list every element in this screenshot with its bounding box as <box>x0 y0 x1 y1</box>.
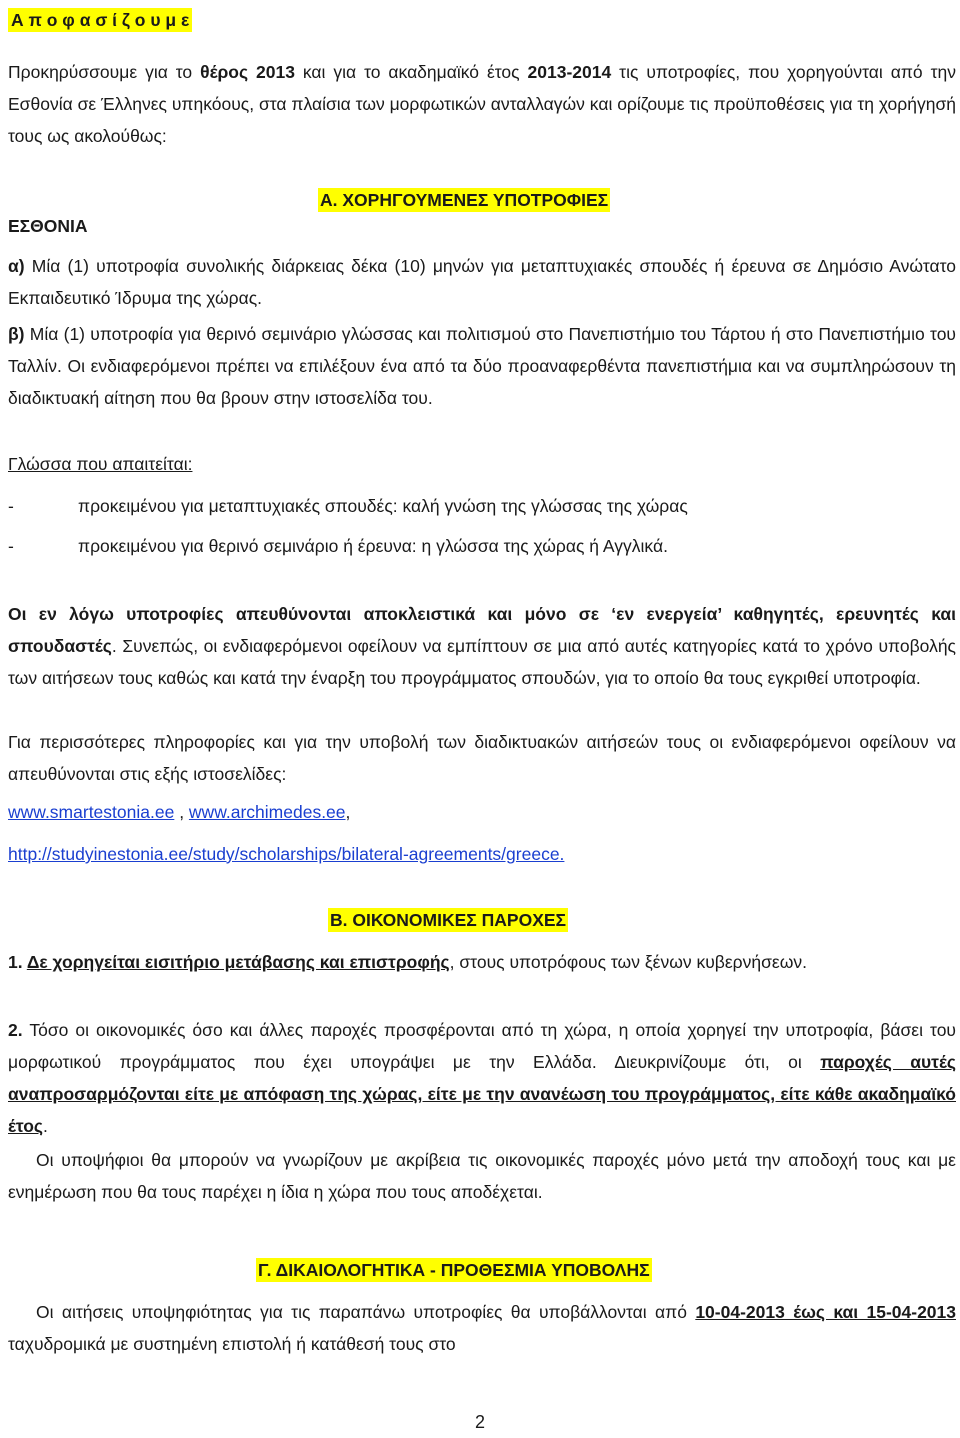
section-b-title-line <box>328 904 728 936</box>
link-studyinestonia[interactable]: http://studyinestonia.ee/study/scholarships/bilateral-agreements/greece. <box>8 844 565 864</box>
intro-paragraph: Προκηρύσσουμε για το θέρος 2013 και για το ακαδημαϊκό έτος 2013-2014 τις υποτροφίες, που χορηγούνται από την Εσθονία σε Έλληνες υπηκόους, στα πλαίσια των μορφωτικών ανταλλαγών και ορίζουμε τις προϋποθέσεις για τη χορήγησή τους ως ακολούθως: <box>8 62 956 146</box>
benefit-2-paragraph: 2. Τόσο οι οικονομικές όσο και άλλες παροχές προσφέρονται από τη χώρα, η οποία χορηγεί την υποτροφία, βάσει του μορφωτικού προγράμματος που έχει υπογράψει με την Ελλάδα. Διευκρινίζουμε ότι, οι παροχές αυτές αναπροσαρμόζονται είτε με απόφαση της χώρας, είτε με την ανανέωση του προγράμματος, είτε κάθε ακαδημαϊκό έτος. <box>8 1020 956 1136</box>
decision-heading-line <box>8 4 956 36</box>
language-heading-line <box>8 448 956 480</box>
deadline-paragraph: Οι αιτήσεις υποψηφιότητας για τις παραπάνω υποτροφίες θα υποβάλλονται από 10-04-2013 έως και 15-04-2013 ταχυδρομικά με συστημένη επιστολή ή κατάθεσή τους στο <box>8 1302 956 1354</box>
page-number: 2 <box>474 1412 485 1432</box>
country-label: ΕΣΘΟΝΙΑ <box>8 216 88 236</box>
links-line-1: www.smartestonia.ee , www.archimedes.ee, <box>8 802 351 822</box>
item-a-paragraph: α) Μία (1) υποτροφία συνολικής διάρκειας δέκα (10) μηνών για μεταπτυχιακές σπουδές ή έρευνα σε Δημόσιο Ανώτατο Εκπαιδευτικό Ίδρυμα της χώρας. <box>8 256 956 308</box>
benefit-3-paragraph: Οι υποψήφιοι θα μπορούν να γνωρίζουν με ακρίβεια τις οικονομικές παροχές μόνο μετά την αποδοχή τους και με ενημέρωση που θα τους παρέχει η ίδια η χώρα που τους αποδέχεται. <box>8 1150 956 1202</box>
document-page: Α π ο φ α σ ί ζ ο υ μ ε Προκηρύσσουμε για το θέρος 2013 και για το ακαδημαϊκό έτος 2013-2014 τις υποτροφίες, που χορηγούνται από την Εσθονία σε Έλληνες υπηκόους, στα πλαίσια των μορφωτικών ανταλλαγών και ορίζουμε τις προϋποθέσεις για τη χορήγησή τους ως ακολούθως: Α. ΧΟΡΗΓΟΥΜΕΝΕΣ ΥΠΟΤΡΟΦΙΕΣ ΕΣΘΟΝΙΑ α) Μία (1) υποτροφία συνολικής διάρκειας δέκα (10) μηνών για μεταπτυχιακές σπουδές ή έρευνα σε Δημόσιο Ανώτατο Εκπαιδευτικό Ίδρυμα της χώρας. β) Μία (1) υποτροφία για θερινό σεμινάριο γλώσσας και πολιτισμού στο Πανεπιστήμιο του Τάρτου ή στο Πανεπιστήμιο του Ταλλίν. Οι ενδιαφερόμενοι πρέπει να επιλέξουν ένα από τα δύο προαναφερθέντα πανεπιστήμια και να συμπληρώσουν τη διαδικτυακή αίτηση που θα βρουν στην ιστοσελίδα του. Γλώσσα που απαιτείται: - προκειμένου για μεταπτυχιακές σπουδές: καλή γνώση της γλώσσας της χώρας - προκειμένου για θερινό σεμινάριο ή έρευνα: η γλώσσα της χώρας ή Αγγλικά. Οι εν λόγω υποτροφίες απευθύνονται αποκλειστικά και μόνο σε ‘εν ενεργεία’ καθηγητές, ερευνητές και σπουδαστές. Συνεπώς, οι ενδιαφερόμενοι οφείλουν να εμπίπτουν σε μια από αυτές κατηγορίες κατά το χρόνο υποβολής των αιτήσεων τους καθώς και κατά την έναρξη του προγράμματος σπουδών, για το οποίο θα τους εγκριθεί υποτροφία. Για περισσότερες πληροφορίες και για την υποβολή των διαδικτυακών αιτήσεών τους οι ενδιαφερόμενοι οφείλουν να απευθύνονται στις εξής ιστοσελίδες: www.smartestonia.ee , www.archimedes.ee, http://studyinestonia.ee/study/scholarships/bilateral-agreements/greece. Β. ΟΙΚΟΝΟΜΙΚΕΣ ΠΑΡΟΧΕΣ 1. Δε χορηγείται εισιτήριο μετάβασης και επιστροφής, στους υποτρόφους των ξένων κυβερνήσεων. 2. Τόσο οι οικονομικές όσο και άλλες παροχές προσφέρονται από τη χώρα, η οποία χορηγεί την υποτροφία, βάσει του μορφωτικού προγράμματος που έχει υπογράψει με την Ελλάδα. Διευκρινίζουμε ότι, οι παροχές αυτές αναπροσαρμόζονται είτε με απόφαση της χώρας, είτε με την ανανέωση του προγράμματος, είτε κάθε ακαδημαϊκό έτος. Οι υποψήφιοι θα μπορούν να γνωρίζουν με ακρίβεια τις οικονομικές παροχές μόνο μετά την αποδοχή τους και με ενημέρωση που θα τους παρέχει η ίδια η χώρα που τους αποδέχεται. Γ. ΔΙΚΑΙΟΛΟΓΗΤΙΚΑ - ΠΡΟΘΕΣΜΙΑ ΥΠΟΒΟΛΗΣ Οι αιτήσεις υποψηφιότητας για τις παραπάνω υποτροφίες θα υποβάλλονται από 10-04-2013 έως και 15-04-2013 ταχυδρομικά με συστημένη επιστολή ή κατάθεσή τους στο 2 <box>0 0 960 1430</box>
benefit-1-paragraph: 1. Δε χορηγείται εισιτήριο μετάβασης και επιστροφής, στους υποτρόφους των ξένων κυβερνήσεων. <box>8 952 807 972</box>
section-b-title: Β. ΟΙΚΟΝΟΜΙΚΕΣ ΠΑΡΟΧΕΣ <box>330 910 567 930</box>
eligibility-paragraph: Οι εν λόγω υποτροφίες απευθύνονται αποκλειστικά και μόνο σε ‘εν ενεργεία’ καθηγητές, ερευνητές και σπουδαστές. Συνεπώς, οι ενδιαφερόμενοι οφείλουν να εμπίπτουν σε μια από αυτές κατηγορίες κατά το χρόνο υποβολής των αιτήσεων τους καθώς και κατά την έναρξη του προγράμματος σπουδών, για το οποίο θα τους εγκριθεί υποτροφία. <box>8 604 956 688</box>
decision-heading: Α π ο φ α σ ί ζ ο υ μ ε <box>8 8 192 32</box>
country-label-line <box>8 210 956 242</box>
links-line-2 <box>8 838 956 870</box>
link-archimedes[interactable]: www.archimedes.ee <box>188 802 346 822</box>
language-heading: Γλώσσα που απαιτείται: <box>8 454 193 474</box>
link-smartestonia[interactable]: www.smartestonia.ee <box>8 802 175 822</box>
section-c-title: Γ. ΔΙΚΑΙΟΛΟΓΗΤΙΚΑ - ΠΡΟΘΕΣΜΙΑ ΥΠΟΒΟΛΗΣ <box>258 1260 650 1280</box>
item-b-paragraph: β) Μία (1) υποτροφία για θερινό σεμινάριο γλώσσας και πολιτισμού στο Πανεπιστήμιο του Τάρτου ή στο Πανεπιστήμιο του Ταλλίν. Οι ενδιαφερόμενοι πρέπει να επιλέξουν ένα από τα δύο προαναφερθέντα πανεπιστήμια και να συμπληρώσουν τη διαδικτυακή αίτηση που θα βρουν στην ιστοσελίδα του. <box>8 324 956 408</box>
more-info-paragraph: Για περισσότερες πληροφορίες και για την υποβολή των διαδικτυακών αιτήσεών τους οι ενδιαφερόμενοι οφείλουν να απευθύνονται στις εξής ιστοσελίδες: <box>8 732 956 784</box>
section-c-title-line <box>256 1254 756 1286</box>
section-a-title: Α. ΧΟΡΗΓΟΥΜΕΝΕΣ ΥΠΟΤΡΟΦΙΕΣ <box>320 190 609 210</box>
